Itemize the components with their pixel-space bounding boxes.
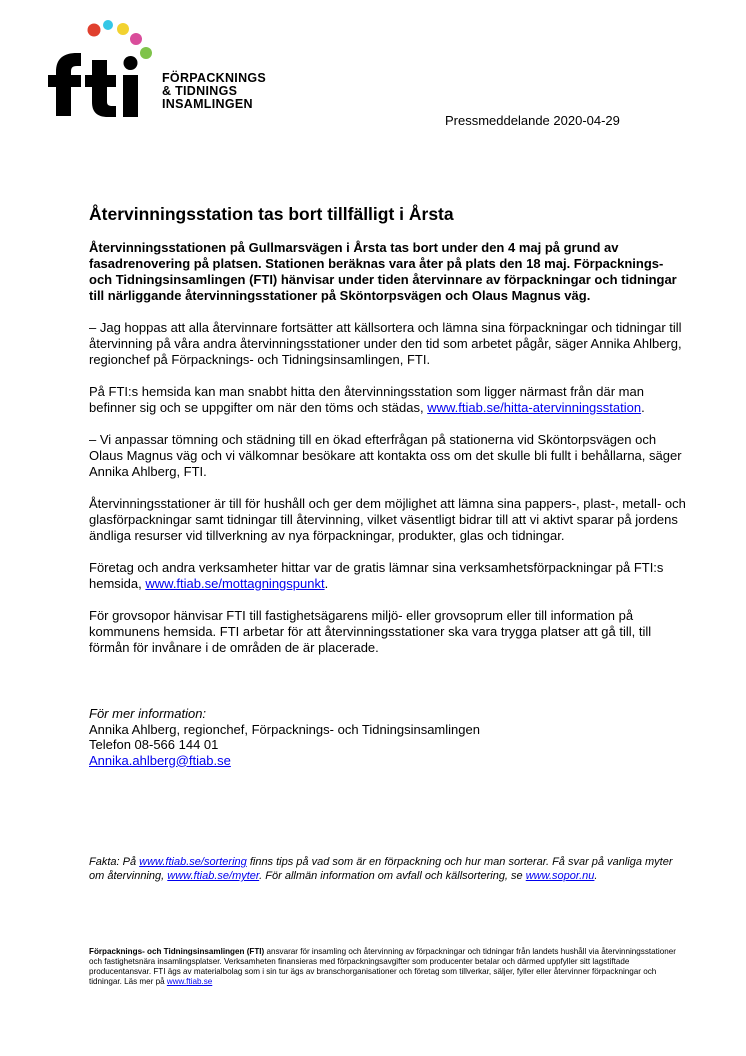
paragraph-6: För grovsopor hänvisar FTI till fastighetsägarens miljö- eller grovsoprum eller till information på kommunens hemsida. FTI arbetar för att återvinningsstationer ska vara trygga platser att gå till, till förmån för invånare i de områden de är placerade. — [89, 608, 652, 655]
paragraph-2-text: På FTI:s hemsida kan man snabbt hitta den återvinningsstation som ligger närmast från där man befinner sig och se uppgifter om när den töms och städas, — [89, 384, 644, 415]
paragraph-2 — [89, 384, 689, 416]
sopor-link[interactable]: www.sopor.nu — [525, 870, 595, 882]
contact-heading: För mer information: — [89, 706, 207, 721]
hitta-station-link[interactable]: www.ftiab.se/hitta-atervinningsstation — [427, 400, 642, 415]
footer-text: ansvarar för insamling och återvinning av förpackningar och tidningar från landets hushåll via återvinningsstationer och fastighetsnära insamlingsplatser. Verksamheten finansieras med förpackningsavgifter som producenter betalar och därmed uppfyller sitt lagstiftade producentansvar. FTI ägs av materialbolag som i sin tur ägs av branschorganisationer och företag som tillverkar, säljer, fyller eller återvinner förpackningar och tidningar. Läs mer på — [89, 947, 676, 986]
logo-dot-green — [140, 47, 152, 59]
press-release-date: Pressmeddelande 2020-04-29 — [445, 113, 620, 128]
fakta-text-1: På — [119, 856, 140, 868]
fakta-text-4: . — [594, 870, 598, 882]
paragraph-5 — [89, 560, 689, 592]
fti-logo — [46, 20, 286, 120]
fti-logo-mark — [46, 20, 158, 120]
paragraph-5-end: . — [324, 576, 329, 591]
fakta-label: Fakta: — [89, 856, 120, 868]
lead-paragraph: Återvinningsstationen på Gullmarsvägen i Årsta tas bort under den 4 maj på grund av fasadrenovering på platsen. Stationen beräknas vara åter på plats den 18 maj. Förpacknings- och Tidningsinsamlingen (FTI) hänvisar under tiden återvinnare av förpackningar och tidningar till närliggande återvinningsstationer på Sköntorpsvägen och Olaus Magnus väg. — [89, 240, 677, 303]
footer-org-name: Förpacknings- och Tidningsinsamlingen (FTI) — [89, 947, 265, 956]
contact-name: Annika Ahlberg, regionchef, Förpacknings- och Tidningsinsamlingen — [89, 721, 480, 737]
fakta-text-2: finns tips på vad som är en förpackning och hur man sorterar. Få svar på vanliga myter om återvinning, — [89, 856, 673, 882]
footer-boilerplate — [89, 947, 689, 987]
contact-email-link[interactable]: Annika.ahlberg@ftiab.se — [89, 752, 231, 768]
logo-line-2: & TIDNINGS — [162, 84, 238, 98]
mottagningspunkt-link[interactable]: www.ftiab.se/mottagningspunkt — [145, 576, 325, 591]
paragraph-3: – Vi anpassar tömning och städning till en ökad efterfrågan på stationerna vid Sköntorpsvägen och Olaus Magnus väg och vi välkomnar besökare att kontakta oss om det skulle bli fullt i behållarna, säger Annika Ahlberg, FTI. — [89, 432, 682, 479]
logo-wordmark — [162, 72, 266, 111]
contact-phone: Telefon 08-566 144 01 — [89, 737, 219, 752]
article-body — [89, 204, 689, 672]
paragraph-5-text: Företag och andra verksamheter hittar var de gratis lämnar sina verksamhetsförpackningar på FTI:s hemsida, — [89, 560, 664, 591]
logo-line-3: INSAMLINGEN — [162, 97, 253, 111]
contact-block — [89, 706, 480, 768]
paragraph-4: Återvinningsstationer är till för hushåll och ger dem möjlighet att lämna sina pappers-, plast-, metall- och glasförpackningar samt tidningar till återvinning, vilket väsentligt bidrar till att vi aktivt sparar på jordens ändliga resurser vid tillverkning av nya förpackningar, produkter, glas och tidningar. — [89, 496, 686, 543]
footer-ftiab-link[interactable]: www.ftiab.se — [166, 977, 213, 986]
logo-dot-red — [88, 24, 101, 37]
logo-dot-magenta — [130, 33, 142, 45]
logo-line-1: FÖRPACKNINGS — [162, 71, 267, 85]
paragraph-1: – Jag hoppas att alla återvinnare fortsätter att källsortera och lämna sina förpackningar och tidningar till återvinning på våra andra återvinningsstationer under den tid som arbetet pågår, säger Annika Ahlberg, regionchef på Förpacknings- och Tidningsinsamlingen, FTI. — [89, 320, 682, 367]
paragraph-2-end: . — [641, 400, 645, 415]
fakta-section — [89, 855, 689, 883]
myter-link[interactable]: www.ftiab.se/myter — [167, 870, 260, 882]
logo-dot-yellow — [117, 23, 129, 35]
fakta-text-3: . För allmän information om avfall och källsortering, se — [259, 870, 526, 882]
article-title: Återvinningsstation tas bort tillfälligt i Årsta — [89, 204, 454, 224]
logo-dot-cyan — [103, 20, 113, 30]
sortering-link[interactable]: www.ftiab.se/sortering — [139, 856, 247, 868]
